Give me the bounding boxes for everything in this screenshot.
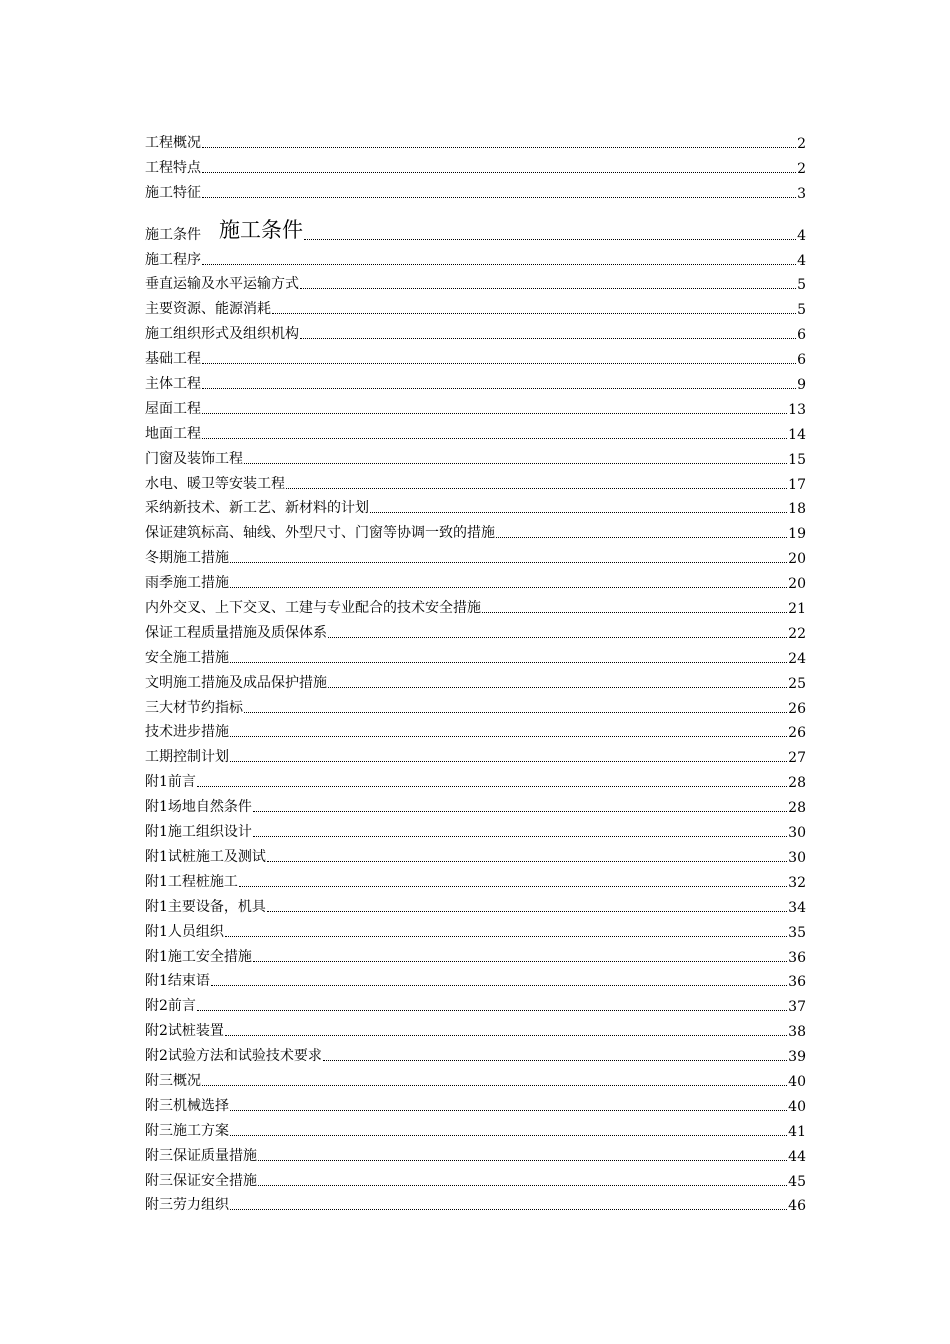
toc-dot-leader [202, 412, 787, 414]
toc-page-number: 18 [788, 501, 806, 518]
toc-dot-leader [244, 711, 787, 713]
toc-entry[interactable] [145, 866, 806, 891]
toc-dot-leader [202, 146, 796, 148]
toc-entry-title: 附1结束语 [145, 973, 210, 990]
toc-page-number: 5 [797, 302, 806, 319]
toc-page-number: 26 [788, 725, 806, 742]
toc-page-number: 20 [788, 551, 806, 568]
toc-dot-leader [370, 511, 787, 513]
toc-page-number: 30 [788, 825, 806, 842]
toc-page-number: 9 [797, 377, 806, 394]
toc-page-number: 5 [797, 277, 806, 294]
toc-entry[interactable] [145, 468, 806, 493]
toc-entry-title: 附2前言 [145, 998, 196, 1015]
toc-dot-leader [267, 910, 787, 912]
toc-page-number: 19 [788, 526, 806, 543]
toc-entry[interactable] [145, 891, 806, 916]
toc-entry-title: 施工程序 [145, 251, 201, 268]
toc-entry-title: 附1工程桩施工 [145, 873, 238, 890]
toc-dot-leader [258, 1159, 787, 1161]
toc-page-number: 6 [797, 327, 806, 344]
toc-dot-leader [328, 686, 787, 688]
toc-dot-leader [202, 362, 796, 364]
toc-entry[interactable] [145, 127, 806, 152]
toc-page-number: 2 [797, 135, 806, 152]
toc-entry[interactable] [145, 741, 806, 766]
toc-entry[interactable] [145, 1090, 806, 1115]
toc-entry[interactable] [145, 916, 806, 941]
toc-entry-title: 附1主要设备，机具 [145, 898, 266, 915]
toc-page-number: 40 [788, 1073, 806, 1090]
toc-entry[interactable] [145, 269, 806, 294]
toc-page-number: 39 [788, 1049, 806, 1066]
toc-entry[interactable] [145, 1140, 806, 1165]
toc-entry[interactable] [145, 293, 806, 318]
toc-entry[interactable] [145, 244, 806, 269]
toc-dot-leader [230, 561, 787, 563]
toc-entry[interactable] [145, 152, 806, 177]
toc-dot-leader [225, 1034, 787, 1036]
toc-page-number: 28 [788, 800, 806, 817]
toc-page-number: 36 [788, 949, 806, 966]
toc-entry-title: 门窗及装饰工程 [145, 450, 243, 467]
toc-entry[interactable] [145, 177, 806, 202]
toc-page-number: 27 [788, 750, 806, 767]
toc-page-number: 24 [788, 650, 806, 667]
toc-dot-leader [230, 735, 787, 737]
toc-entry-title: 基础工程 [145, 351, 201, 368]
toc-dot-leader [202, 171, 796, 173]
toc-dot-leader [258, 1184, 787, 1186]
toc-page-number: 6 [797, 352, 806, 369]
toc-entry-title: 附三保证安全措施 [145, 1172, 257, 1189]
toc-page-number: 4 [797, 227, 806, 244]
toc-entry[interactable] [145, 443, 806, 468]
toc-page-number: 34 [788, 899, 806, 916]
toc-entry-title: 附1施工安全措施 [145, 948, 252, 965]
toc-entry-title: 附三劳力组织 [145, 1197, 229, 1214]
toc-entry-title: 三大材节约指标 [145, 699, 243, 716]
toc-dot-leader [202, 263, 796, 265]
toc-dot-leader [300, 287, 796, 289]
toc-page-number: 17 [788, 476, 806, 493]
toc-dot-leader [230, 586, 787, 588]
toc-page-number: 25 [788, 675, 806, 692]
toc-dot-leader [328, 636, 787, 638]
toc-dot-leader [202, 1084, 787, 1086]
toc-entry-title: 冬期施工措施 [145, 550, 229, 567]
toc-entry[interactable] [145, 617, 806, 642]
toc-entry[interactable] [145, 1015, 806, 1040]
toc-entry-title: 雨季施工措施 [145, 575, 229, 592]
toc-page-number: 13 [788, 401, 806, 418]
toc-dot-leader [267, 860, 787, 862]
toc-page-number: 41 [788, 1123, 806, 1140]
toc-dot-leader [300, 337, 796, 339]
toc-dot-leader [202, 387, 796, 389]
toc-entry-title: 工期控制计划 [145, 749, 229, 766]
toc-entry-title: 附1场地自然条件 [145, 799, 252, 816]
toc-dot-leader [225, 935, 787, 937]
toc-entry[interactable] [145, 791, 806, 816]
toc-dot-leader [230, 1109, 787, 1111]
toc-entry[interactable] [145, 393, 806, 418]
toc-entry-title: 施工组织形式及组织机构 [145, 326, 299, 343]
toc-dot-leader [211, 984, 787, 986]
toc-entry-title: 主体工程 [145, 376, 201, 393]
toc-entry[interactable] [145, 966, 806, 991]
toc-page-number: 30 [788, 849, 806, 866]
toc-entry[interactable] [145, 841, 806, 866]
toc-dot-leader [202, 437, 787, 439]
toc-dot-leader [244, 462, 787, 464]
toc-dot-leader [197, 785, 787, 787]
toc-entry-title: 施工条件 [219, 217, 303, 242]
toc-page-number: 4 [797, 252, 806, 269]
toc-entry[interactable] [145, 318, 806, 343]
toc-entry[interactable] [145, 816, 806, 841]
toc-entry-title: 屋面工程 [145, 400, 201, 417]
toc-entry[interactable] [145, 1165, 806, 1190]
toc-entry-title: 附1施工组织设计 [145, 824, 252, 841]
toc-entry[interactable] [145, 766, 806, 791]
table-of-contents [145, 127, 806, 1214]
toc-entry-title: 技术进步措施 [145, 724, 229, 741]
toc-page-number: 3 [797, 185, 806, 202]
toc-entry[interactable] [145, 1065, 806, 1090]
toc-dot-leader [304, 238, 796, 240]
toc-dot-leader [272, 312, 796, 314]
toc-page-number: 14 [788, 426, 806, 443]
toc-page-number: 36 [788, 974, 806, 991]
toc-dot-leader [253, 960, 787, 962]
toc-page-number: 26 [788, 700, 806, 717]
toc-dot-leader [230, 1134, 787, 1136]
toc-page-number: 2 [797, 160, 806, 177]
toc-page-number: 22 [788, 625, 806, 642]
toc-entry[interactable] [145, 368, 806, 393]
toc-entry-title: 附1人员组织 [145, 923, 224, 940]
toc-entry-title: 附2试桩装置 [145, 1023, 224, 1040]
toc-dot-leader [202, 196, 796, 198]
toc-entry-title: 文明施工措施及成品保护措施 [145, 674, 327, 691]
toc-entry[interactable] [145, 1040, 806, 1065]
toc-page-number: 37 [788, 999, 806, 1016]
toc-entry-title: 采纳新技术、新工艺、新材料的计划 [145, 500, 369, 517]
toc-entry-title: 保证建筑标高、轴线、外型尺寸、门窗等协调一致的措施 [145, 525, 495, 542]
toc-dot-leader [230, 1208, 787, 1210]
toc-entry[interactable] [145, 567, 806, 592]
toc-page-number: 32 [788, 874, 806, 891]
toc-entry[interactable] [145, 1115, 806, 1140]
toc-dot-leader [253, 810, 787, 812]
toc-dot-leader [482, 611, 787, 613]
toc-entry[interactable] [145, 493, 806, 518]
toc-entry-title: 地面工程 [145, 425, 201, 442]
toc-page-number: 20 [788, 576, 806, 593]
toc-page-number: 38 [788, 1024, 806, 1041]
toc-entry-title: 工程概况 [145, 134, 201, 151]
toc-dot-leader [323, 1059, 787, 1061]
toc-entry-prefix: 施工条件 [145, 226, 201, 243]
toc-page-number: 35 [788, 924, 806, 941]
toc-entry-title: 附2试验方法和试验技术要求 [145, 1048, 322, 1065]
toc-entry-title: 工程特点 [145, 159, 201, 176]
toc-entry[interactable] [145, 1190, 806, 1215]
toc-entry[interactable] [145, 517, 806, 542]
toc-entry-title: 附1前言 [145, 774, 196, 791]
toc-page-number: 21 [788, 601, 806, 618]
toc-dot-leader [230, 661, 787, 663]
toc-dot-leader [239, 885, 787, 887]
toc-entry[interactable] [145, 717, 806, 742]
toc-page-number: 15 [788, 451, 806, 468]
toc-entry[interactable] [145, 418, 806, 443]
toc-entry[interactable] [145, 941, 806, 966]
toc-entry[interactable] [145, 667, 806, 692]
toc-entry-title: 内外交叉、上下交叉、工建与专业配合的技术安全措施 [145, 600, 481, 617]
toc-dot-leader [253, 835, 787, 837]
toc-dot-leader [496, 536, 787, 538]
toc-dot-leader [197, 1009, 787, 1011]
toc-entry[interactable] [145, 202, 806, 244]
toc-dot-leader [230, 760, 787, 762]
toc-entry-title: 主要资源、能源消耗 [145, 301, 271, 318]
toc-entry-title: 水电、暖卫等安装工程 [145, 475, 285, 492]
toc-entry-title: 附1试桩施工及测试 [145, 848, 266, 865]
toc-entry[interactable] [145, 592, 806, 617]
toc-entry-title: 保证工程质量措施及质保体系 [145, 624, 327, 641]
toc-page-number: 28 [788, 775, 806, 792]
toc-page-number: 46 [788, 1198, 806, 1215]
toc-entry-title: 施工特征 [145, 184, 201, 201]
toc-entry[interactable] [145, 990, 806, 1015]
toc-page-number: 45 [788, 1173, 806, 1190]
toc-entry[interactable] [145, 692, 806, 717]
toc-entry-title: 附三保证质量措施 [145, 1147, 257, 1164]
toc-entry-title: 安全施工措施 [145, 649, 229, 666]
toc-entry-title: 附三概况 [145, 1072, 201, 1089]
toc-entry-title: 垂直运输及水平运输方式 [145, 276, 299, 293]
toc-entry[interactable] [145, 642, 806, 667]
toc-entry-title: 附三机械选择 [145, 1097, 229, 1114]
toc-page-number: 40 [788, 1098, 806, 1115]
toc-dot-leader [286, 487, 787, 489]
toc-entry[interactable] [145, 343, 806, 368]
toc-entry[interactable] [145, 542, 806, 567]
toc-entry-title: 附三施工方案 [145, 1122, 229, 1139]
toc-page-number: 44 [788, 1148, 806, 1165]
